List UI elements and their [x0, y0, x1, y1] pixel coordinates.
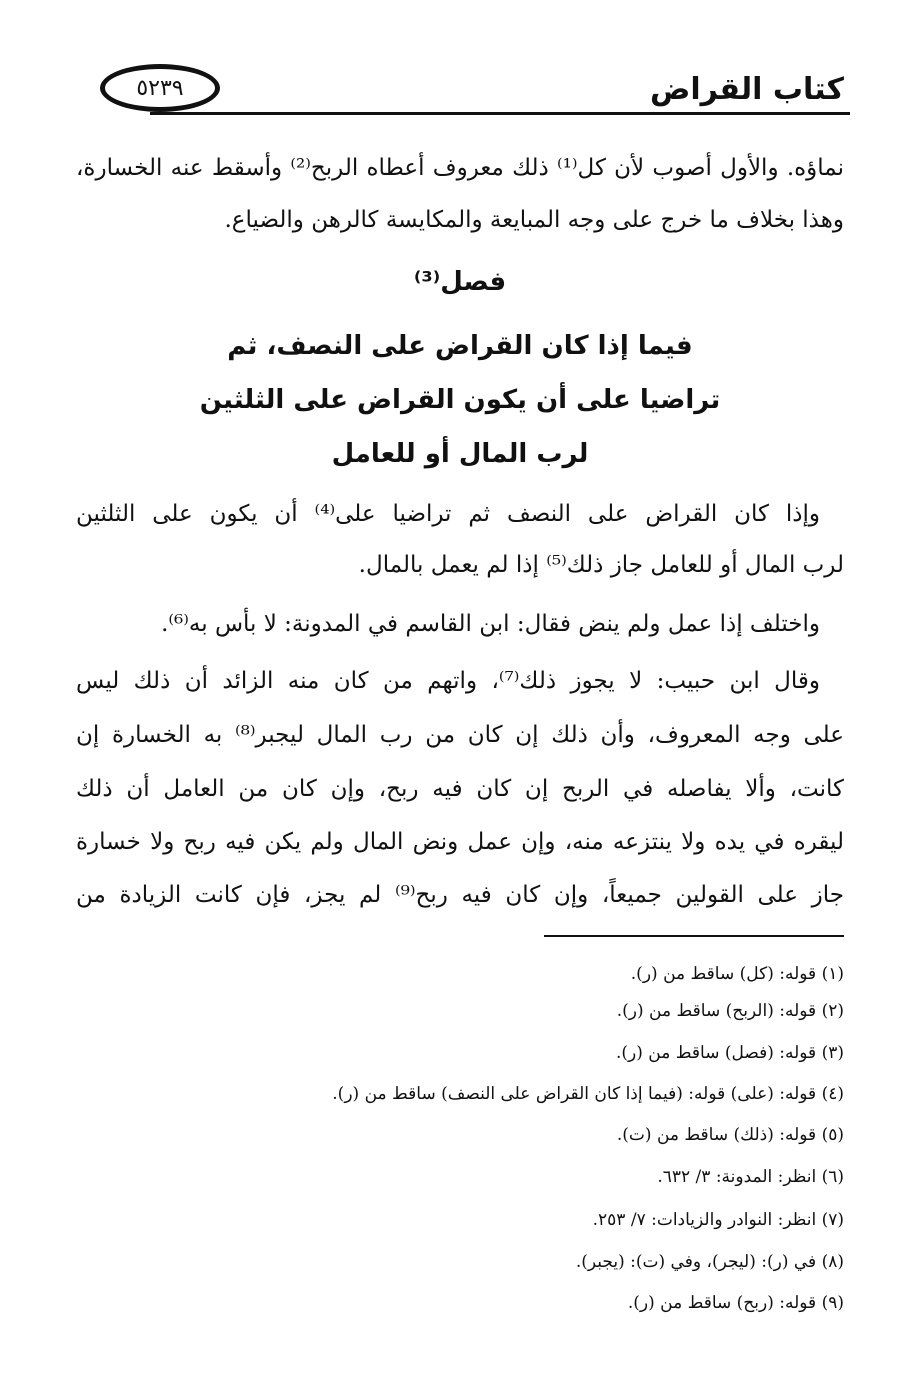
- section-heading-line: تراضيا على أن يكون القراض على الثلثين: [199, 385, 721, 415]
- footnote: (٥) قوله: (ذلك) ساقط من (ت).: [616, 1125, 844, 1145]
- body-line: ليقره في يده ولا ينتزعه منه، وإن عمل ونض المال ولم يكن فيه ربح ولا خسارة: [76, 829, 844, 855]
- body-line: لرب المال أو للعامل جاز ذلك⁽⁵⁾ إذا لم يعمل بالمال.: [358, 552, 844, 578]
- body-line: جاز على القولين جميعاً، وإن كان فيه ربح⁽⁹⁾ لم يجز، فإن كانت الزيادة من: [76, 882, 844, 908]
- footnote-separator: [544, 935, 844, 937]
- body-line: واختلف إذا عمل ولم ينض فقال: ابن القاسم في المدونة: لا بأس به⁽⁶⁾.: [161, 611, 820, 637]
- footnote: (٦) انظر: المدونة: ٣/ ٦٣٢.: [657, 1167, 844, 1187]
- footnote: (٤) قوله: (على) قوله: (فيما إذا كان القراض على النصف) ساقط من (ر).: [332, 1084, 844, 1104]
- footnote: (٣) قوله: (فصل) ساقط من (ر).: [616, 1043, 844, 1063]
- body-line: وهذا بخلاف ما خرج على وجه المبايعة والمكايسة كالرهن والضياع.: [224, 207, 844, 233]
- section-heading-line: فيما إذا كان القراض على النصف، ثم: [227, 331, 693, 361]
- footnote: (٢) قوله: (الربح) ساقط من (ر).: [616, 1001, 844, 1021]
- body-line: نماؤه. والأول أصوب لأن كل⁽¹⁾ ذلك معروف أعطاه الربح⁽²⁾ وأسقط عنه الخسارة،: [76, 155, 844, 181]
- footnote: (١) قوله: (كل) ساقط من (ر).: [630, 964, 844, 984]
- body-line: وقال ابن حبيب: لا يجوز ذلك⁽⁷⁾، واتهم من كان منه الزائد أن ذلك ليس: [76, 668, 821, 694]
- footnote: (٩) قوله: (ربح) ساقط من (ر).: [627, 1293, 844, 1313]
- body-line: وإذا كان القراض على النصف ثم تراضيا على⁽⁴⁾ أن يكون على الثلثين: [76, 501, 820, 527]
- body-line: كانت، وألا يفاصله في الربح إن كان فيه ربح، وإن كان من العامل أن ذلك: [76, 776, 844, 802]
- header-rule: [150, 112, 850, 115]
- section-title: فصل⁽³⁾: [413, 267, 507, 297]
- page-number: ٥٢٣٩: [136, 75, 184, 101]
- footnote: (٨) في (ر): (ليجر)، وفي (ت): (يجبر).: [575, 1252, 844, 1272]
- body-line: على وجه المعروف، وأن ذلك إن كان من رب المال ليجبر⁽⁸⁾ به الخسارة إن: [76, 722, 844, 748]
- section-heading-line: لرب المال أو للعامل: [331, 439, 589, 469]
- page-number-badge: [100, 64, 220, 112]
- footnote: (٧) انظر: النوادر والزيادات: ٧/ ٢٥٣.: [592, 1210, 844, 1230]
- running-header-title: كتاب القراض: [650, 72, 844, 107]
